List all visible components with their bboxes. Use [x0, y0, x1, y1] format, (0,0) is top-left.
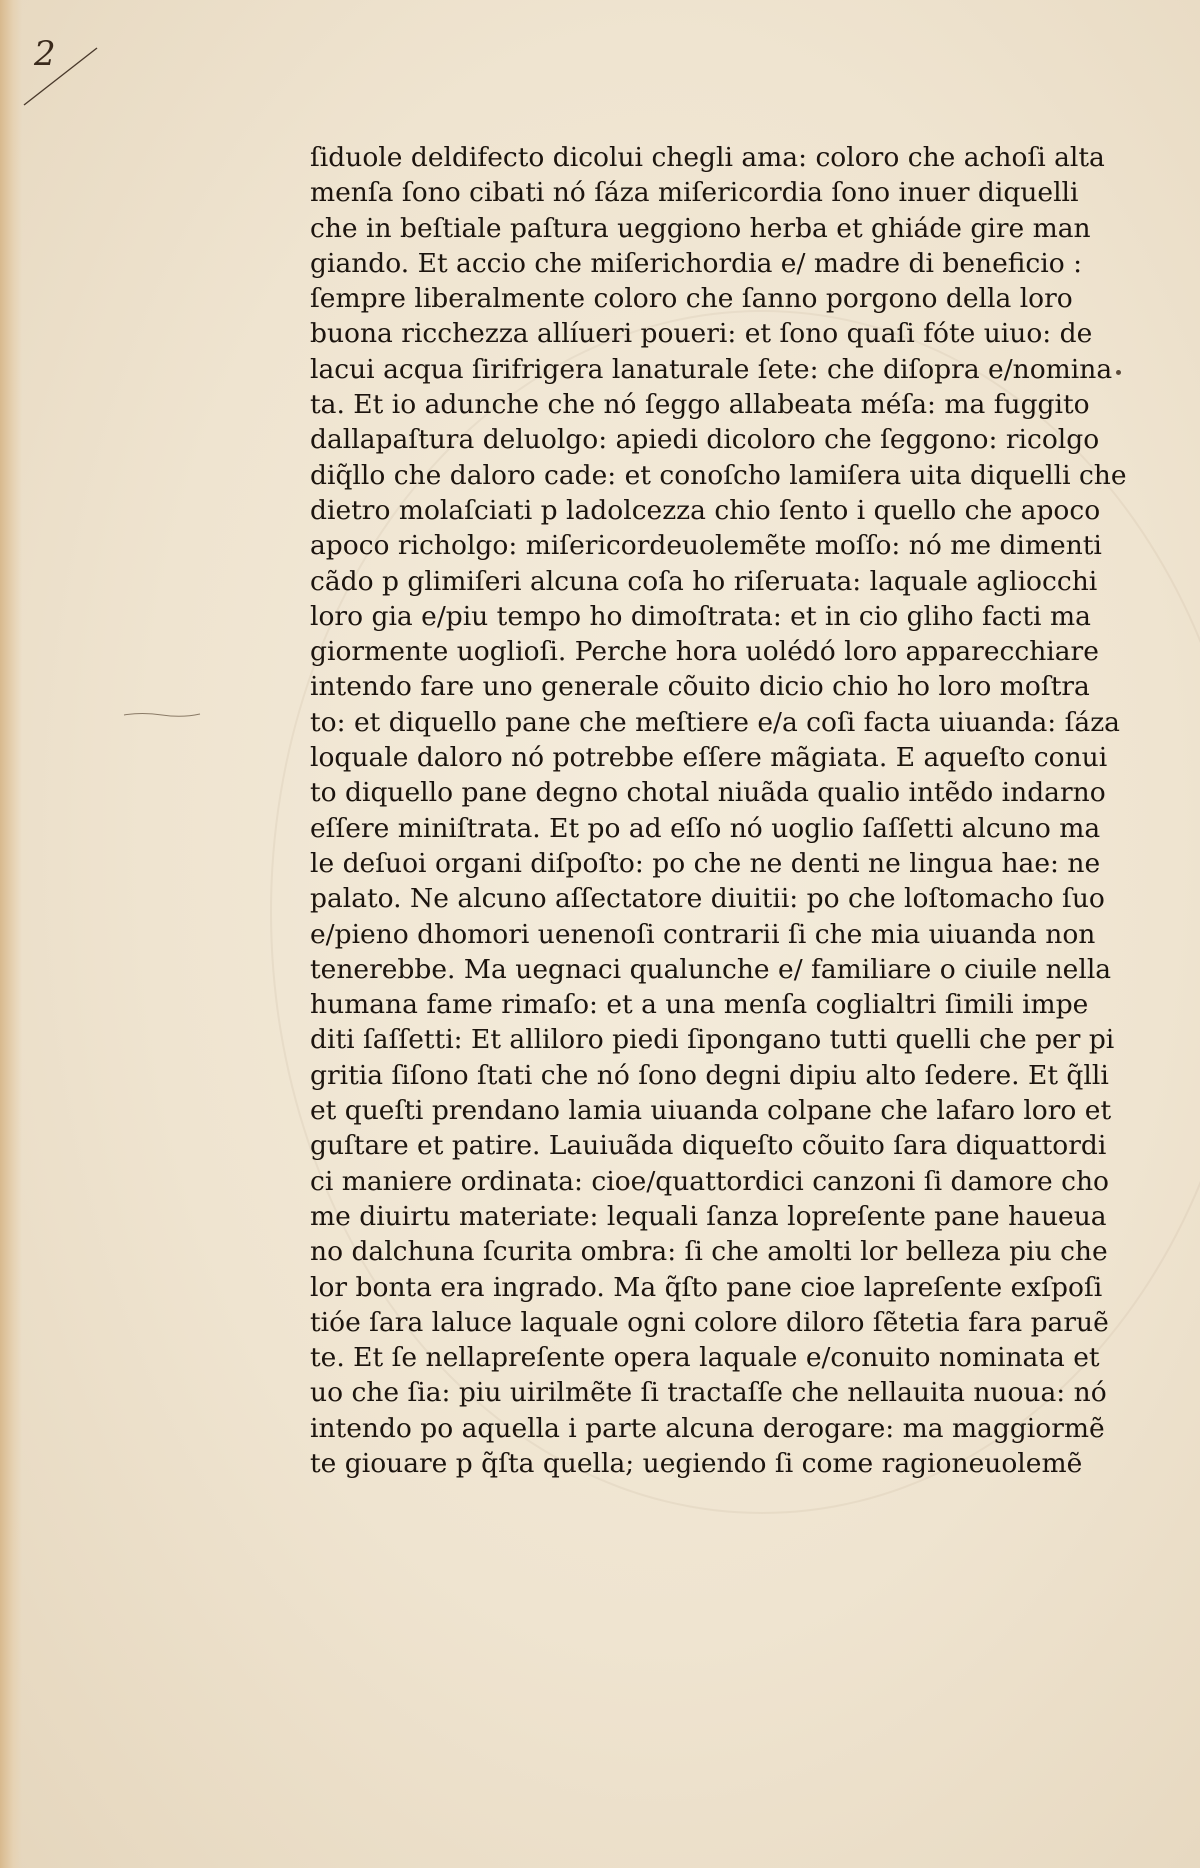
text-line: uo che ſia: piu uirilmẽte ſi tractaſſe che nellauita nuoua: nó: [310, 1377, 1107, 1409]
text-line: tióe ſara laluce laquale ogni colore diloro ſẽtetia fara paruẽ: [310, 1306, 1109, 1338]
text-line: eſſere miniſtrata. Et po ad eſſo nó uoglio ſaſſetti alcuno ma: [310, 812, 1101, 844]
text-line: dietro molaſciati p ladolcezza chio ſento i quello che apoco: [310, 494, 1101, 526]
ink-dot: [1116, 370, 1121, 375]
text-line: ſiduole deldifecto dicolui chegli ama: coloro che achoſi alta: [310, 142, 1105, 173]
text-line: dallapaſtura deluolgo: apiedi dicoloro che ſeggono: ricolgo: [310, 424, 1100, 456]
text-line: giando. Et accio che miſerichordia e/ madre di beneficio :: [310, 247, 1083, 279]
text-line: loquale daloro nó potrebbe eſſere mãgiata. E aqueſto conui: [310, 742, 1108, 774]
margin-mark: [122, 712, 202, 718]
text-block: [310, 140, 1127, 1481]
text-line: tenerebbe. Ma uegnaci qualunche e/ familiare o ciuile nella: [310, 953, 1112, 985]
text-line: ſempre liberalmente coloro che ſanno porgono della loro: [310, 283, 1073, 315]
text-line: loro gia e/piu tempo ho dimoſtrata: et in cio gliho facti ma: [310, 600, 1091, 632]
text-line: et queſti prendano lamia uiuanda colpane che lafaro loro et: [310, 1095, 1112, 1127]
text-line: diq̃llo che daloro cade: et conoſcho lamiſera uita diquelli che: [310, 459, 1127, 491]
text-line: le deſuoi organi diſpoſto: po che ne denti ne lingua hae: ne: [310, 847, 1101, 879]
text-line: cãdo p glimiſeri alcuna coſa ho riſeruata: laquale agliocchi: [310, 565, 1098, 597]
text-line: no dalchuna ſcurita ombra: ſi che amolti lor belleza piu che: [310, 1236, 1108, 1268]
text-line: te giouare p q̃ſta quella; uegiendo ſi come ragioneuolemẽ: [310, 1447, 1083, 1479]
text-line: buona ricchezza allíueri poueri: et ſono quaſi fóte uiuo: de: [310, 318, 1093, 350]
text-line: giormente uoglioſi. Perche hora uolédó loro apparecchiare: [310, 636, 1099, 668]
text-line: me diuirtu materiate: lequali ſanza lopreſente pane haueua: [310, 1200, 1107, 1232]
text-line: intendo po aquella i parte alcuna derogare: ma maggiormẽ: [310, 1412, 1105, 1444]
text-line: te. Et ſe nellapreſente opera laquale e/conuito nominata et: [310, 1342, 1100, 1374]
text-line: diti ſaſſetti: Et alliloro piedi ſipongano tutti quelli che per pi: [310, 1024, 1115, 1056]
text-line: gritia ſiſono ſtati che nó ſono degni dipiu alto ſedere. Et q̃lli: [310, 1059, 1109, 1091]
text-line: guſtare et patire. Lauiuãda diqueſto cõuito ſara diquattordi: [310, 1130, 1107, 1162]
folio-number: 2: [34, 34, 56, 74]
text-line: menſa ſono cibati nó ſáza miſericordia ſono inuer diquelli: [310, 177, 1079, 209]
text-line: to: et diquello pane che meſtiere e/a coſi facta uiuanda: ſáza: [310, 706, 1120, 738]
text-line: palato. Ne alcuno aſſectatore diuitii: po che loſtomacho ſuo: [310, 883, 1105, 915]
text-line: ta. Et io adunche che nó ſeggo allabeata méſa: ma fuggito: [310, 389, 1090, 421]
text-line: che in beſtiale paſtura ueggiono herba et ghiáde gire man: [310, 212, 1091, 244]
text-line: humana fame rimaſo: et a una menſa coglialtri ſimili impe: [310, 989, 1089, 1021]
text-line: apoco richolgo: miſericordeuolemẽte moſſo: nó me dimenti: [310, 530, 1102, 562]
text-line: intendo fare uno generale cõuito dicio chio ho loro moſtra: [310, 671, 1090, 703]
text-line: to diquello pane degno chotal niuãda qualio intẽdo indarno: [310, 777, 1106, 809]
text-line: lor bonta era ingrado. Ma q̃ſto pane cioe lapreſente exſpoſi: [310, 1271, 1103, 1303]
page-edge: [0, 0, 22, 1868]
text-line: lacui acqua ſirifrigera lanaturale ſete: che diſopra e/nomina: [310, 353, 1113, 385]
text-line: e/pieno dhomori uenenoſi contrarii ſi che mia uiuanda non: [310, 918, 1096, 950]
text-line: ci maniere ordinata: cioe/quattordici canzoni ſi damore cho: [310, 1165, 1109, 1197]
